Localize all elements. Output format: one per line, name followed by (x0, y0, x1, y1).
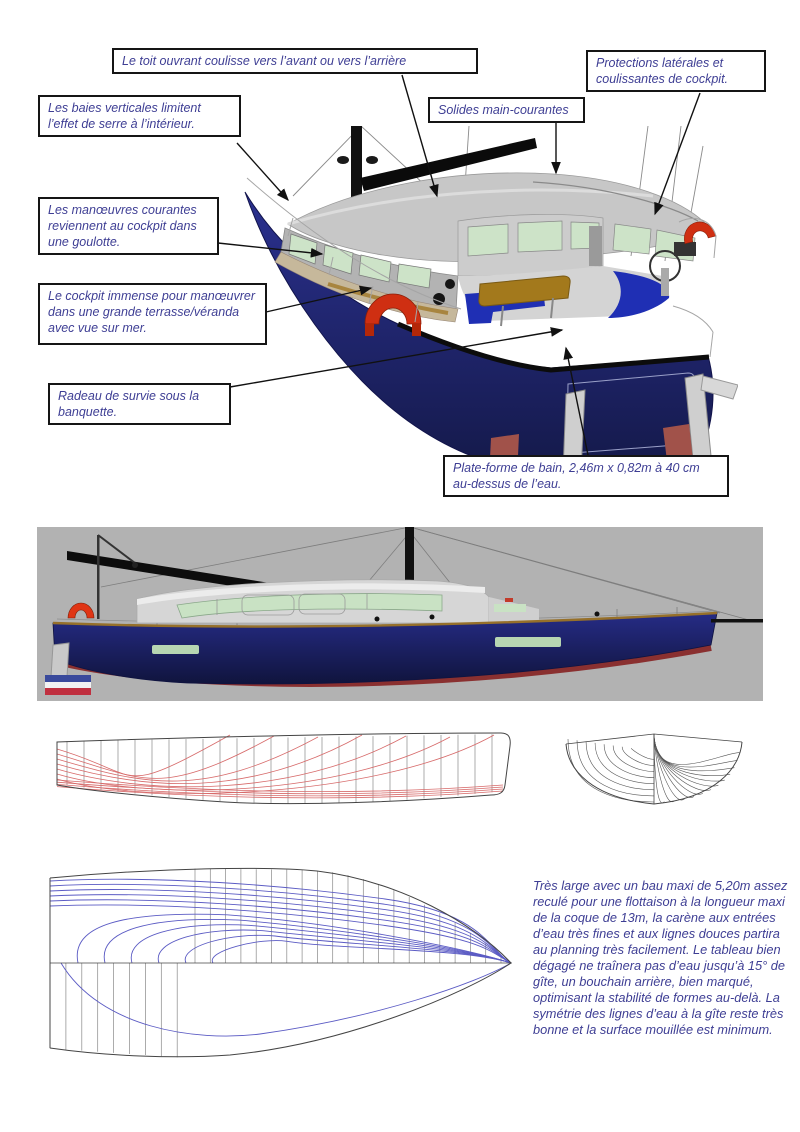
companionway-door (589, 226, 602, 266)
callout-toit-ouvrant: Le toit ouvrant coulisse vers l’avant ou vers l’arrière (112, 48, 478, 74)
hull-profile-lines-drawing (45, 725, 515, 815)
callout-baies-verticales: Les baies verticales limitent l’effet de serre à l’intérieur. (38, 95, 241, 137)
callout-protections-laterales: Protections latérales et coulissantes de cockpit. (586, 50, 766, 92)
boat-side-view (37, 527, 763, 701)
bowsprit (711, 619, 763, 623)
callout-main-courantes: Solides main-courantes (428, 97, 585, 123)
callout-manoeuvres-courantes: Les manœuvres courantes reviennent au cockpit dans une goulotte. (38, 197, 219, 255)
instrument-console (674, 242, 696, 256)
hull-waterlines-plan-drawing (45, 866, 515, 1101)
rudder-foot-stripes (45, 675, 91, 695)
description-paragraph: Très large avec un bau maxi de 5,20m assez reculé pour une flottaison à la longueur maxi de la coque de 13m, la carène aux entrées d’eau très fines et aux lignes douces partira au planning très facilement. Le tableau bien dégagé ne traînera pas d’eau jusqu’à 15° de gîte, un bouchain arrière, bien marqué, optimisant la stabilité de formes au-delà. La symétrie des lignes d’eau à la gîte reste très bonne et la surface mouillée est minimum. (533, 878, 788, 1037)
hull-window (495, 637, 561, 647)
hull-body-plan-drawing (558, 722, 750, 817)
boat-3d-render (233, 126, 738, 478)
hull-window (152, 645, 199, 654)
callout-radeau-survie: Radeau de survie sous la banquette. (48, 383, 231, 425)
callout-plateforme-bain: Plate-forme de bain, 2,46m x 0,82m à 40 cm au-dessus de l’eau. (443, 455, 729, 497)
side-rudder (51, 643, 69, 677)
callout-cockpit-immense: Le cockpit immense pour manœuvrer dans une grande terrasse/véranda avec vue sur mer. (38, 283, 267, 345)
